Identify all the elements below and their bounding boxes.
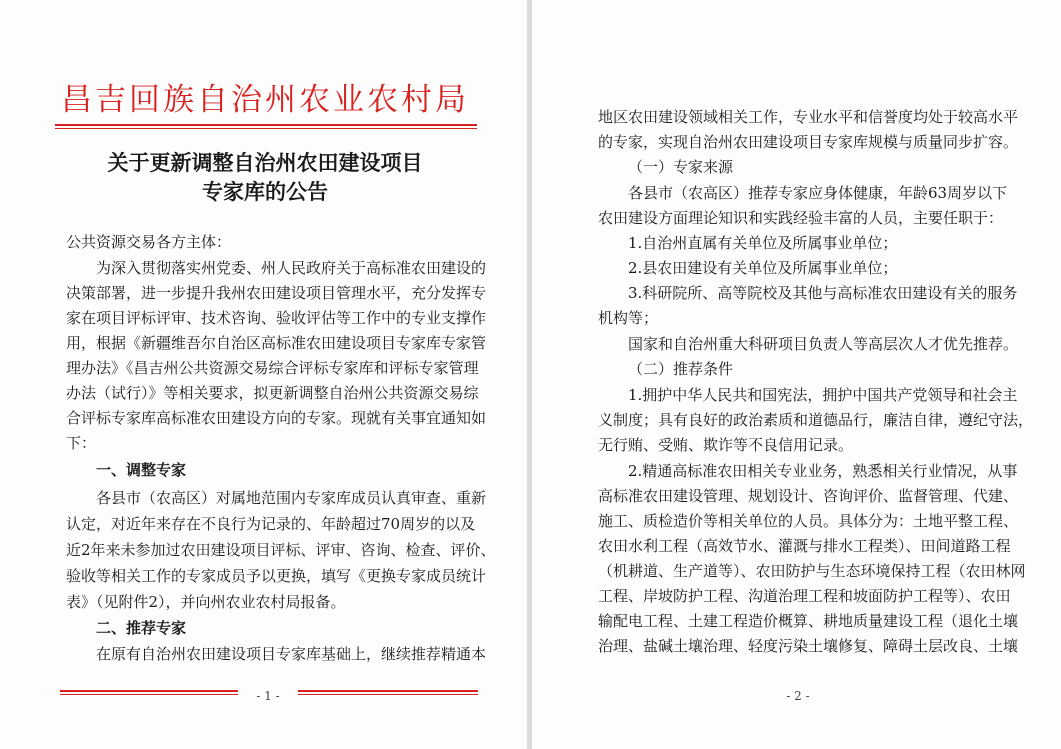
paragraph-line: 无行贿、受贿、欺诈等不良信用记录。 (598, 436, 854, 454)
header-red-line-thin (55, 128, 477, 129)
subheading-expert-source: （一）专家来源 (628, 158, 734, 176)
paragraph-line: 验收等相关工作的专家成员予以更换，填写《更换专家成员统计 (66, 567, 487, 585)
document-title-line2: 专家库的公告 (202, 179, 328, 204)
section-heading-adjust-experts: 一、调整专家 (96, 461, 187, 479)
paragraph-line: 的专家，实现自治州农田建设项目专家库规模与质量同步扩容。 (598, 133, 1019, 151)
paragraph-line: 办法（试行）》等相关要求，拟更新调整自治州公共资源交易综 (66, 384, 479, 402)
paragraph-line: 工程、岸坡防护工程、沟道治理工程和坡面防护工程等）、农田 (598, 587, 1011, 605)
paragraph-line: 地区农田建设领域相关工作，专业水平和信誉度均处于较高水平 (598, 108, 1019, 126)
paragraph-line: 各县市（农高区）对属地范围内专家库成员认真审查、重新 (96, 489, 487, 507)
list-item: 2.县农田建设有关单位及所属事业单位； (628, 259, 898, 277)
paragraph-line: 家在项目评标评审、技术咨询、验收评估等工作中的专业支撑作 (66, 309, 487, 327)
paragraph-line: 决策部署，进一步提升我州农田建设项目管理水平，充分发挥专 (66, 284, 487, 302)
paragraph-line: 近2年来未参加过农田建设项目评标、评审、咨询、检查、评价、 (66, 541, 496, 559)
paragraph-line: 施工、质检造价等相关单位的人员。具体分为：土地平整工程、 (598, 512, 1019, 530)
paragraph-line: 机构等； (598, 309, 659, 327)
paragraph-line: 高标准农田建设管理、规划设计、咨询评价、监督管理、代建、 (598, 487, 1019, 505)
paragraph-line: 义制度；具有良好的政治素质和道德品行，廉洁自律，遵纪守法， (598, 411, 1034, 429)
paragraph-line: 用，根据《新疆维吾尔自治区高标准农田建设项目专家库专家管 (66, 334, 487, 352)
paragraph-line: 理办法》《昌吉州公共资源交易综合评标专家库和评标专家管理 (66, 359, 479, 377)
agency-header: 昌吉回族自治州农业农村局 (61, 82, 469, 118)
paragraph-line: 治理、盐碱土壤治理、轻度污染土壤修复、障碍土层改良、土壤 (598, 637, 1019, 655)
header-red-line (55, 124, 477, 126)
paragraph-line: 认定，对近年来存在不良行为记录的、年龄超过70周岁的以及 (66, 515, 476, 533)
page-number-2: - 2 - (786, 689, 810, 703)
paragraph-line: （机耕道、生产道等）、农田防护与生态环境保持工程（农田林网 (598, 562, 1026, 580)
paragraph-line: 表》（见附件2），并向州农业农村局报备。 (66, 593, 346, 611)
paragraph-line: 农田建设方面理论知识和实践经验丰富的人员，主要任职于： (598, 209, 1004, 227)
paragraph-line: 在原有自治州农田建设项目专家库基础上，继续推荐精通本 (96, 645, 487, 663)
paragraph-line: 各县市（农高区）推荐专家应身体健康，年龄63周岁以下 (628, 184, 1008, 202)
list-item: 1.自治州直属有关单位及所属事业单位； (628, 234, 898, 252)
paragraph-line: 2.精通高标准农田相关专业业务，熟悉相关行业情况，从事 (628, 462, 1018, 480)
paragraph-line: 1.拥护中华人民共和国宪法，拥护中国共产党领导和社会主 (628, 386, 1018, 404)
list-item: 3.科研院所、高等院校及其他与高标准农田建设有关的服务 (628, 284, 1018, 302)
salutation: 公共资源交易各方主体： (66, 233, 232, 251)
paragraph-line: 合评标专家库高标准农田建设方向的专家。现就有关事宜通知如 (66, 409, 487, 427)
section-heading-recommend-experts: 二、推荐专家 (96, 619, 187, 637)
document-title-line1: 关于更新调整自治州农田建设项目 (107, 150, 423, 175)
page-number-1: - 1 - (238, 689, 298, 703)
paragraph-line: 输配电工程、土建工程造价概算、耕地质量建设工程（退化土壤 (598, 612, 1019, 630)
paragraph-line: 农田水利工程（高效节水、灌溉与排水工程类）、田间道路工程 (598, 537, 1011, 555)
subheading-recommend-conditions: （二）推荐条件 (628, 360, 734, 378)
paragraph-line: 下： (66, 434, 97, 452)
paragraph-line: 为深入贯彻落实州党委、州人民政府关于高标准农田建设的 (96, 259, 487, 277)
paragraph-line: 国家和自治州重大科研项目负责人等高层次人才优先推荐。 (628, 335, 1019, 353)
